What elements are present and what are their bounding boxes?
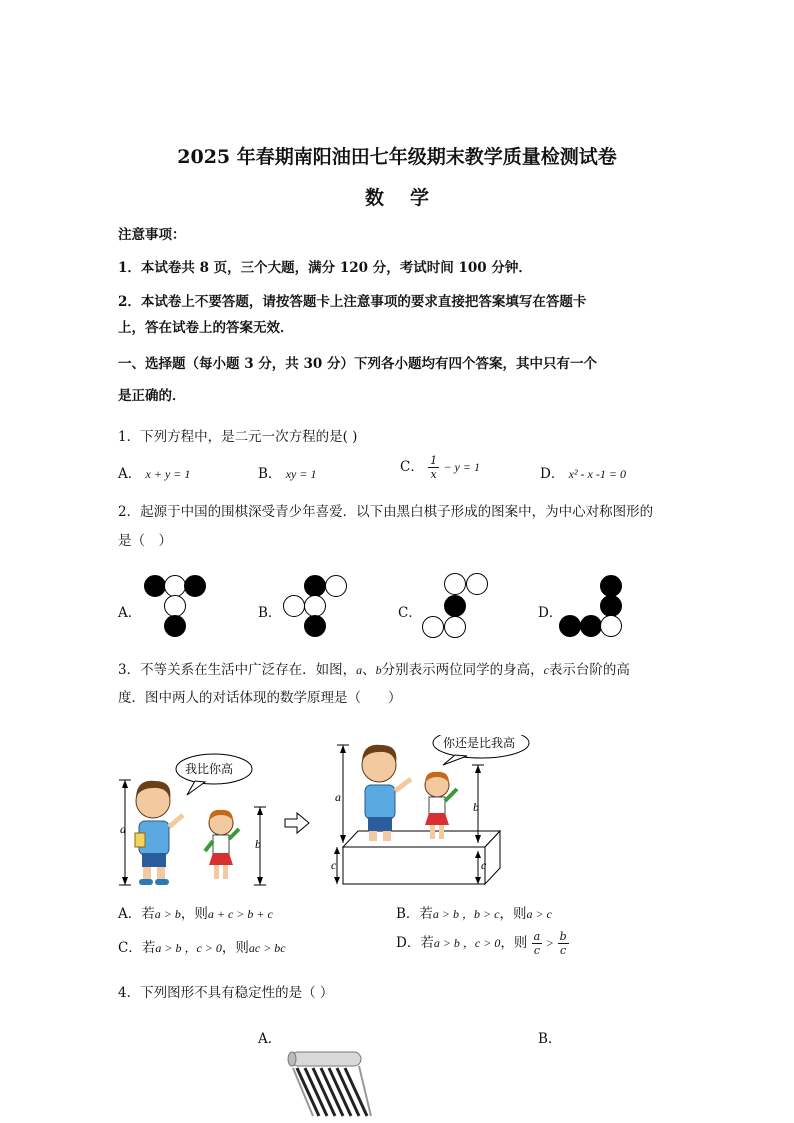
bubble-right-text: 你还是比我高 [443,736,516,750]
subject-title: 数学 [364,187,455,209]
q1-a-label: A． [118,466,142,482]
q1-b-label: B． [258,466,282,482]
boy-figure-left [135,781,183,885]
q1-option-b[interactable] [258,462,316,482]
boy-figure-right [362,745,411,841]
label-b-right: b [473,800,479,814]
q3-stem-line2: 度．图中两人的对话体现的数学原理是（ ） [118,690,402,706]
q2-a-label[interactable]: A． [118,605,142,621]
q2-d-label[interactable]: D． [538,605,563,621]
girl-figure-left [205,810,239,879]
q4-stem: 4．下列图形不具有稳定性的是（ ） [118,985,334,1001]
q2-stem-line2: 是（ ） [118,533,172,549]
q4-a-label[interactable]: A. [258,1031,273,1047]
q2-stem-line1: 2．起源于中国的围棋深受青少年喜爱．以下由黑白棋子形成的图案中，为中心对称图形的 [118,504,654,520]
label-a-left: a [120,822,126,836]
q1-c-fraction: $\frac{1}{x}$ [430,454,438,481]
section1-line2: 是正确的． [118,388,186,404]
q3-illustration [115,735,675,895]
q1-d-expr: x² - x -1 = 0 [568,467,626,481]
q1-c-label: C． [400,459,424,475]
q3-option-d[interactable]: D．若a > b ，c > 0，则 $\frac{a}{c}$ > $\frac{b}{c}$ [396,930,567,957]
q3-d-fraction-2: $\frac{b}{c}$ [559,930,567,957]
q2-option-d-stones[interactable] [558,573,632,639]
q1-option-a[interactable] [118,462,190,482]
label-a-right: a [335,790,341,804]
q2-option-c-stones[interactable] [418,571,494,641]
notice-item-1: 1．本试卷共 8 页，三个大题，满分 120 分，考试时间 100 分钟． [118,260,532,276]
q3-stem-line1: 3．不等关系在生活中广泛存在．如图，a、b分别表示两位同学的身高，c表示台阶的高 [118,662,630,678]
exam-title: 2025 年春期南阳油田七年级期末教学质量检测试卷 [177,146,617,168]
q1-stem: 1．下列方程中，是二元一次方程的是( ) [118,429,358,445]
label-c-right-scene-right: c [481,858,487,872]
label-c-right-scene-left: c [331,858,337,872]
q1-d-label: D． [540,466,565,482]
q2-option-b-stones[interactable] [280,573,354,639]
q3-d-fraction-1: $\frac{a}{c}$ [533,930,541,957]
q4-b-label[interactable]: B. [538,1031,553,1047]
section1-line1: 一、选择题（每小题 3 分，共 30 分）下列各小题均有四个答案，其中只有一个 [118,356,597,372]
label-b-left: b [255,837,261,851]
girl-figure-right [425,772,457,839]
q1-a-expr: x + y = 1 [145,467,191,481]
q2-b-label[interactable]: B． [258,605,282,621]
q3-option-b[interactable]: B．若a > b ，b > c，则a > c [396,906,552,922]
q1-option-c[interactable] [400,454,480,481]
notice-item-2-line2: 上，答在试卷上的答案无效． [118,320,294,336]
q1-c-rest: − y = 1 [443,460,480,474]
q3-option-a[interactable]: A．若a > b，则a + c > b + c [118,906,273,922]
q3-option-c[interactable]: C．若a > b ，c > 0，则ac > bc [118,940,286,956]
q2-option-a-stones[interactable] [140,573,212,639]
transform-arrow-icon [285,813,309,833]
q1-option-d[interactable] [540,462,626,482]
q2-c-label[interactable]: C． [398,605,422,621]
notice-heading: 注意事项： [118,227,186,243]
bubble-left-text: 我比你高 [185,762,234,776]
notice-item-2-line1: 2．本试卷上不要答题，请按答题卡上注意事项的要求直接把答案填写在答题卡 [118,294,587,310]
q1-b-expr: xy = 1 [285,467,317,481]
solar-water-heater-image[interactable] [283,1046,375,1118]
